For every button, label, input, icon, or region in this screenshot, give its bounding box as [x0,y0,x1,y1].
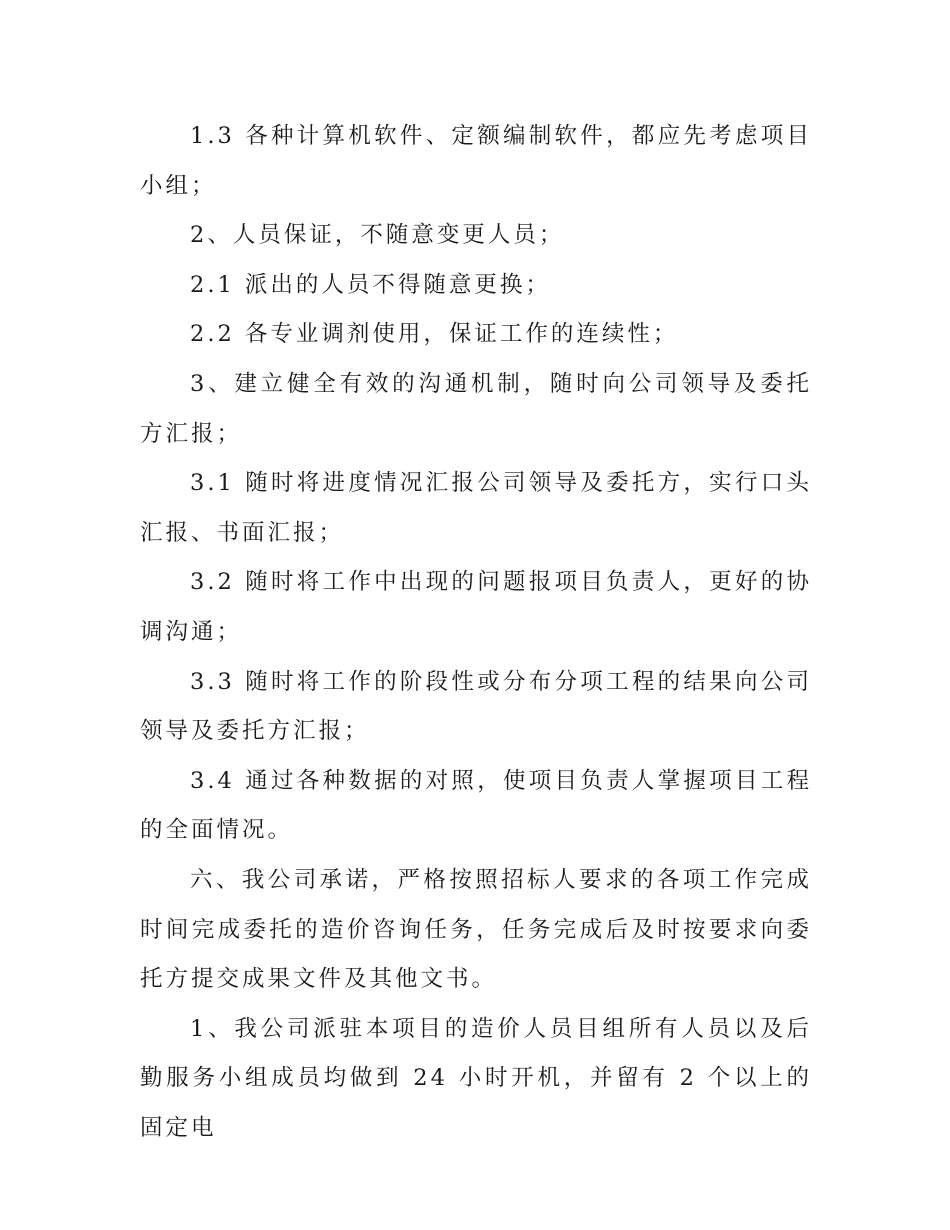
paragraph-3-communication: 3、建立健全有效的沟通机制，随时向公司领导及委托方汇报； [140,370,812,447]
paragraph-3-1-progress-report: 3.1 随时将进度情况汇报公司领导及委托方，实行口头汇报、书面汇报； [140,470,812,546]
paragraph-2-personnel: 2、人员保证，不随意变更人员； [190,222,565,249]
paragraph-3-4-data-comparison: 3.4 通过各种数据的对照，使项目负责人掌握项目工程的全面情况。 [140,767,812,844]
paragraph-6-commitment: 六、我公司承诺，严格按照招标人要求的各项工作完成时间完成委托的造价咨询任务，任务完成后及时按要求向委托方提交成果文件及其他文书。 [140,866,812,993]
paragraph-1-3-software: 1.3 各种计算机软件、定额编制软件，都应先考虑项目小组； [140,123,812,199]
paragraph-3-3-stage-report: 3.3 随时将工作的阶段性或分布分项工程的结果向公司领导及委托方汇报； [140,668,812,745]
paragraph-1-availability: 1、我公司派驻本项目的造价人员目组所有人员以及后勤服务小组成员均做到 24 小时开机，并留有 2 个以上的固定电 [140,1015,812,1141]
document-body [140,112,812,1153]
paragraph-2-2-continuity: 2.2 各专业调剂使用，保证工作的连续性； [190,321,679,348]
paragraph-2-1-no-replacement: 2.1 派出的人员不得随意更换； [190,271,551,298]
paragraph-3-2-issue-report: 3.2 随时将工作中出现的问题报项目负责人，更好的协调沟通； [140,569,812,645]
